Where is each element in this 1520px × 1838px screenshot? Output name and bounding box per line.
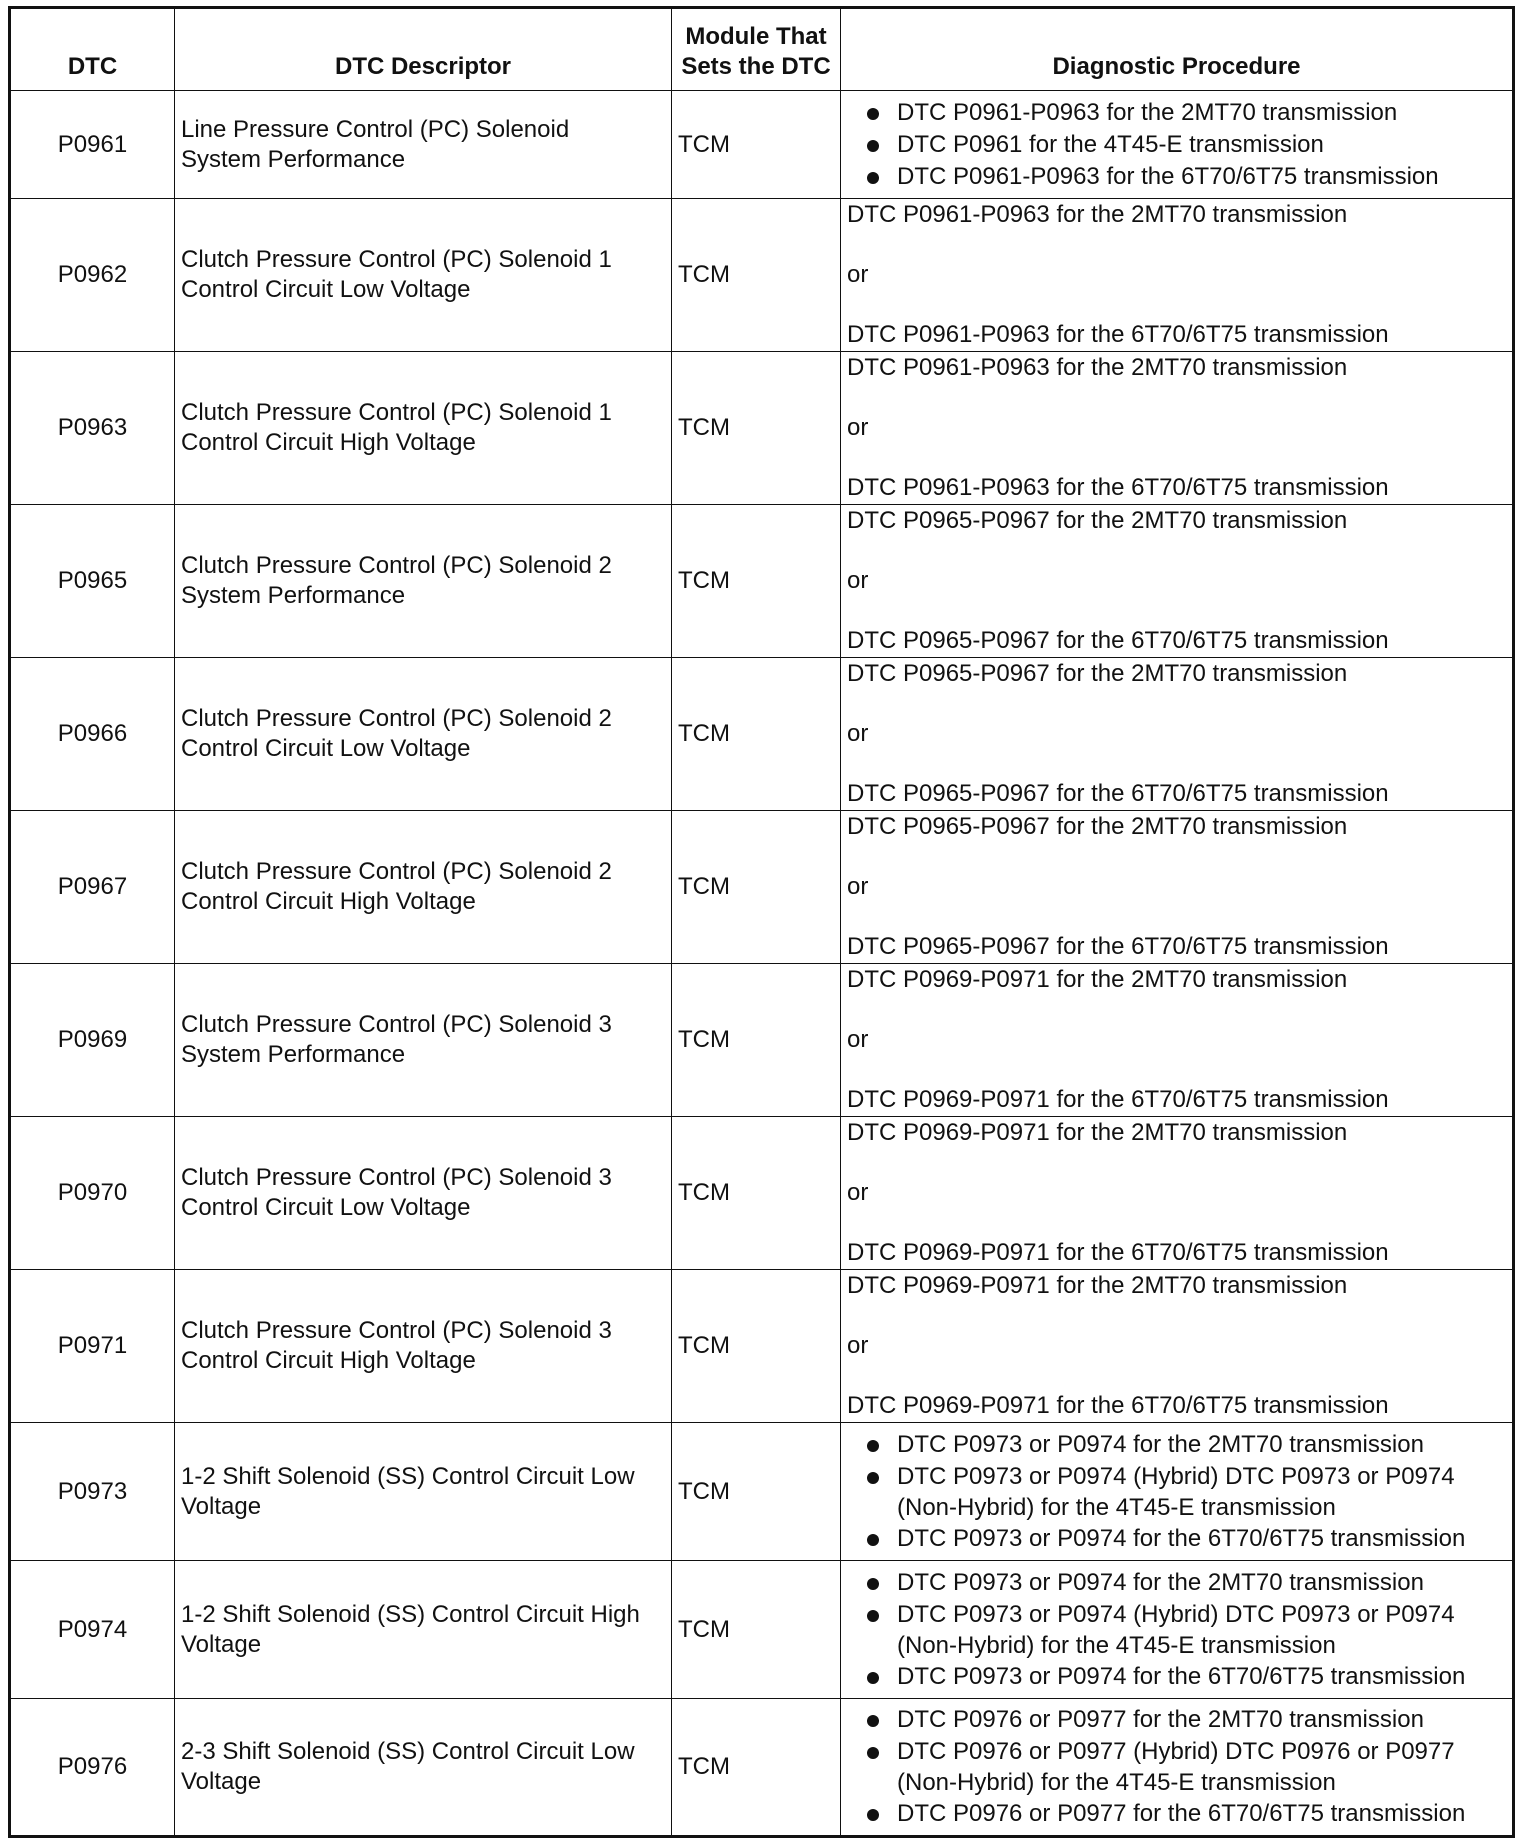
procedure-item: DTC P0961 for the 4T45-E transmission <box>847 129 1506 161</box>
dtc-table <box>8 6 1515 1838</box>
bullet-icon <box>867 1578 879 1590</box>
procedure-option: DTC P0961-P0963 for the 6T70/6T75 transmission <box>847 321 1389 348</box>
diagnostic-procedure <box>841 352 1514 505</box>
bullet-icon <box>867 1747 879 1759</box>
module: TCM <box>672 811 841 964</box>
table-row <box>10 658 1514 811</box>
module: TCM <box>672 1423 841 1561</box>
procedure-item: DTC P0976 or P0977 for the 2MT70 transmission <box>847 1704 1506 1736</box>
diagnostic-procedure <box>841 811 1514 964</box>
procedure-or: or <box>847 567 869 594</box>
diagnostic-procedure <box>841 1561 1514 1699</box>
procedure-item: DTC P0973 or P0974 for the 6T70/6T75 transmission <box>847 1523 1506 1555</box>
dtc-descriptor: Clutch Pressure Control (PC) Solenoid 3 Control Circuit High Voltage <box>175 1270 672 1423</box>
procedure-option: DTC P0961-P0963 for the 6T70/6T75 transmission <box>847 474 1389 501</box>
dtc-descriptor: Clutch Pressure Control (PC) Solenoid 3 Control Circuit Low Voltage <box>175 1117 672 1270</box>
dtc-code: P0967 <box>10 811 175 964</box>
dtc-code: P0973 <box>10 1423 175 1561</box>
bullet-icon <box>867 1534 879 1546</box>
procedure-option: DTC P0969-P0971 for the 6T70/6T75 transmission <box>847 1239 1389 1266</box>
table-row <box>10 199 1514 352</box>
header-module-line2: Sets the DTC <box>681 53 831 80</box>
table-row <box>10 1117 1514 1270</box>
procedure-item: DTC P0973 or P0974 (Hybrid) DTC P0973 or P0974 (Non-Hybrid) for the 4T45-E transmission <box>847 1599 1506 1661</box>
procedure-option: DTC P0969-P0971 for the 2MT70 transmission <box>847 1272 1348 1299</box>
module: TCM <box>672 199 841 352</box>
bullet-icon <box>867 1440 879 1452</box>
dtc-descriptor: Clutch Pressure Control (PC) Solenoid 3 System Performance <box>175 964 672 1117</box>
dtc-descriptor: 2-3 Shift Solenoid (SS) Control Circuit Low Voltage <box>175 1699 672 1837</box>
procedure-item: DTC P0976 or P0977 for the 6T70/6T75 transmission <box>847 1798 1506 1830</box>
procedure-item: DTC P0973 or P0974 for the 6T70/6T75 transmission <box>847 1661 1506 1693</box>
procedure-option: DTC P0965-P0967 for the 2MT70 transmission <box>847 660 1348 687</box>
procedure-or: or <box>847 1332 869 1359</box>
header-dtc: DTC <box>10 8 175 91</box>
bullet-icon <box>867 1715 879 1727</box>
module: TCM <box>672 1117 841 1270</box>
module: TCM <box>672 1699 841 1837</box>
module: TCM <box>672 91 841 199</box>
procedure-item: DTC P0973 or P0974 (Hybrid) DTC P0973 or P0974 (Non-Hybrid) for the 4T45-E transmission <box>847 1461 1506 1523</box>
table-row <box>10 505 1514 658</box>
bullet-icon <box>867 1610 879 1622</box>
bullet-icon <box>867 1672 879 1684</box>
module: TCM <box>672 352 841 505</box>
procedure-option: DTC P0969-P0971 for the 2MT70 transmission <box>847 1119 1348 1146</box>
dtc-descriptor: Clutch Pressure Control (PC) Solenoid 1 Control Circuit High Voltage <box>175 352 672 505</box>
table-row <box>10 811 1514 964</box>
dtc-code: P0963 <box>10 352 175 505</box>
dtc-descriptor: Clutch Pressure Control (PC) Solenoid 2 System Performance <box>175 505 672 658</box>
procedure-or: or <box>847 720 869 747</box>
procedure-or: or <box>847 261 869 288</box>
bullet-icon <box>867 1472 879 1484</box>
procedure-option: DTC P0969-P0971 for the 6T70/6T75 transmission <box>847 1086 1389 1113</box>
diagnostic-procedure <box>841 505 1514 658</box>
module: TCM <box>672 1561 841 1699</box>
table-row <box>10 352 1514 505</box>
procedure-item: DTC P0973 or P0974 for the 2MT70 transmission <box>847 1567 1506 1599</box>
table-row <box>10 1423 1514 1561</box>
dtc-code: P0970 <box>10 1117 175 1270</box>
module: TCM <box>672 964 841 1117</box>
procedure-option: DTC P0961-P0963 for the 2MT70 transmission <box>847 201 1348 228</box>
procedure-item: DTC P0976 or P0977 (Hybrid) DTC P0976 or P0977 (Non-Hybrid) for the 4T45-E transmission <box>847 1736 1506 1798</box>
dtc-descriptor: Clutch Pressure Control (PC) Solenoid 2 Control Circuit High Voltage <box>175 811 672 964</box>
dtc-descriptor: Line Pressure Control (PC) Solenoid System Performance <box>175 91 672 199</box>
table-row <box>10 1270 1514 1423</box>
header-module <box>672 8 841 91</box>
dtc-code: P0974 <box>10 1561 175 1699</box>
procedure-option: DTC P0965-P0967 for the 6T70/6T75 transmission <box>847 627 1389 654</box>
table-row <box>10 91 1514 199</box>
header-row <box>10 8 1514 91</box>
dtc-descriptor: 1-2 Shift Solenoid (SS) Control Circuit High Voltage <box>175 1561 672 1699</box>
table-row <box>10 1699 1514 1837</box>
diagnostic-procedure <box>841 1117 1514 1270</box>
header-module-line1: Module That <box>685 23 827 50</box>
table-row <box>10 964 1514 1117</box>
bullet-icon <box>867 172 879 184</box>
dtc-descriptor: Clutch Pressure Control (PC) Solenoid 2 Control Circuit Low Voltage <box>175 658 672 811</box>
procedure-item: DTC P0961-P0963 for the 6T70/6T75 transmission <box>847 161 1506 193</box>
procedure-item: DTC P0961-P0963 for the 2MT70 transmission <box>847 97 1506 129</box>
dtc-code: P0961 <box>10 91 175 199</box>
diagnostic-procedure <box>841 964 1514 1117</box>
dtc-descriptor: 1-2 Shift Solenoid (SS) Control Circuit Low Voltage <box>175 1423 672 1561</box>
module: TCM <box>672 505 841 658</box>
dtc-code: P0965 <box>10 505 175 658</box>
procedure-option: DTC P0965-P0967 for the 6T70/6T75 transmission <box>847 933 1389 960</box>
dtc-code: P0971 <box>10 1270 175 1423</box>
diagnostic-procedure <box>841 199 1514 352</box>
dtc-code: P0969 <box>10 964 175 1117</box>
diagnostic-procedure <box>841 1423 1514 1561</box>
bullet-icon <box>867 1809 879 1821</box>
procedure-option: DTC P0965-P0967 for the 6T70/6T75 transmission <box>847 780 1389 807</box>
procedure-option: DTC P0969-P0971 for the 6T70/6T75 transmission <box>847 1392 1389 1419</box>
module: TCM <box>672 658 841 811</box>
procedure-or: or <box>847 1026 869 1053</box>
procedure-option: DTC P0965-P0967 for the 2MT70 transmission <box>847 813 1348 840</box>
procedure-item: DTC P0973 or P0974 for the 2MT70 transmission <box>847 1429 1506 1461</box>
procedure-option: DTC P0969-P0971 for the 2MT70 transmission <box>847 966 1348 993</box>
bullet-icon <box>867 108 879 120</box>
diagnostic-procedure <box>841 658 1514 811</box>
procedure-or: or <box>847 873 869 900</box>
header-procedure: Diagnostic Procedure <box>841 8 1514 91</box>
procedure-or: or <box>847 1179 869 1206</box>
bullet-icon <box>867 140 879 152</box>
procedure-option: DTC P0965-P0967 for the 2MT70 transmission <box>847 507 1348 534</box>
table-row <box>10 1561 1514 1699</box>
dtc-code: P0976 <box>10 1699 175 1837</box>
dtc-code: P0962 <box>10 199 175 352</box>
diagnostic-procedure <box>841 91 1514 199</box>
procedure-or: or <box>847 414 869 441</box>
module: TCM <box>672 1270 841 1423</box>
procedure-option: DTC P0961-P0963 for the 2MT70 transmission <box>847 354 1348 381</box>
dtc-code: P0966 <box>10 658 175 811</box>
diagnostic-procedure <box>841 1270 1514 1423</box>
diagnostic-procedure <box>841 1699 1514 1837</box>
dtc-descriptor: Clutch Pressure Control (PC) Solenoid 1 Control Circuit Low Voltage <box>175 199 672 352</box>
header-descriptor: DTC Descriptor <box>175 8 672 91</box>
